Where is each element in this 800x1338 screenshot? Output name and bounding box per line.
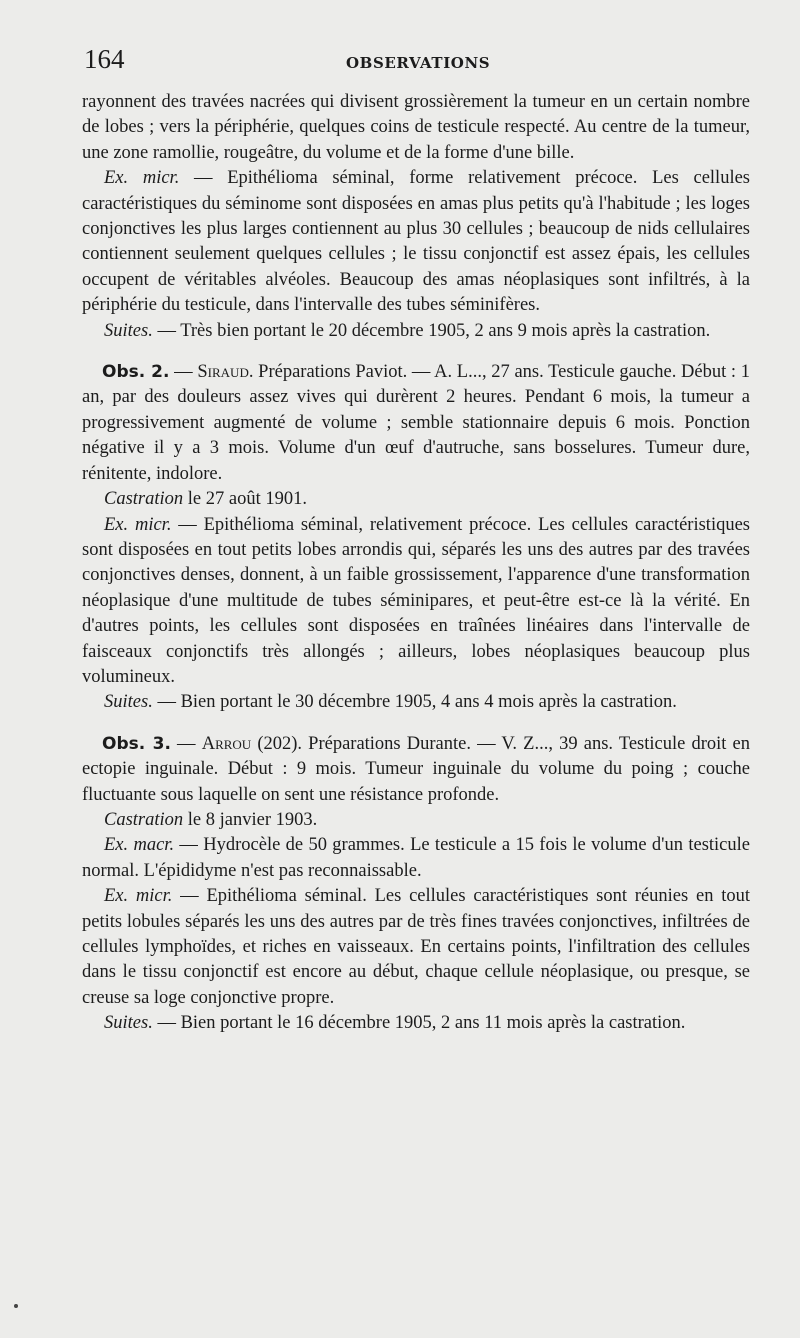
observation-3-ex-macr	[82, 833, 750, 884]
section-label: Suites.	[104, 320, 153, 341]
running-title: OBSERVATIONS	[346, 54, 491, 72]
dash: —	[169, 362, 198, 383]
observation-3-suites	[82, 1011, 750, 1036]
section-label: Ex. micr.	[104, 168, 180, 189]
observation-label: Obs. 2.	[102, 362, 170, 383]
paragraph-text: le 8 janvier 1903.	[183, 809, 318, 830]
observation-3-intro	[82, 732, 750, 808]
paragraph-text: — Bien portant le 30 décembre 1905, 4 ans 4 mois après la castration.	[152, 692, 677, 713]
section-label: Castration	[104, 809, 184, 830]
paragraph-text: . Préparations Paviot. — A. L..., 27 ans. Testicule gauche. Début : 1 an, par des douleurs assez vives qui durèrent 2 heures. Pendant 6 mois, la tumeur a progressivement augmenté de volume ; semble stationnaire depuis 6 mois. Ponction négative il y a 3 mois. Volume d'un œuf d'autruche, sans bosselures. Tumeur dure, rénitente, indolore.	[82, 362, 751, 484]
observation-2-castration	[82, 487, 750, 512]
ink-speck	[14, 1304, 18, 1308]
paragraph-text: le 27 août 1901.	[183, 489, 307, 510]
paragraph-continuation	[82, 90, 750, 166]
section-label: Castration	[104, 489, 184, 510]
section-label: Ex. macr.	[104, 835, 175, 856]
page-header	[84, 44, 752, 78]
body-text	[82, 90, 750, 1037]
section-label: Suites.	[104, 1013, 153, 1034]
paragraph-text: — Epithélioma séminal, relativement précoce. Les cellules caractéristiques sont disposées en tout petits lobes arrondis qui, séparés les uns des autres par des travées conjonctives denses, donnent, à un faible grossissement, l'apparence d'une transformation néoplasique d'une multitude de tubes séminipares, et peut-être est-ce là la vérité. En d'autres points, les cellules sont disposées en traînées linéaires dans l'intervalle de faisceaux conjonctifs très allongés ; ailleurs, lobes néoplasiques beaucoup plus volumineux.	[82, 514, 750, 687]
dash: —	[170, 733, 202, 754]
paragraph-text: — Très bien portant le 20 décembre 1905, 2 ans 9 mois après la castration.	[152, 320, 711, 341]
paragraph-suites	[82, 319, 750, 344]
observation-3-castration	[82, 808, 750, 833]
paragraph-text: — Epithélioma séminal. Les cellules caractéristiques sont réunies en tout petits lobules séparés les uns des autres par de très fines travées conjonctives, infiltrées de cellules lymphoïdes, et riches en vaisseaux. En certains points, l'infiltration des cellules dans le tissu conjonctif est encore au début, chaque cellule néoplasique, ou presque, se creuse sa loge conjonctive propre.	[82, 886, 750, 1008]
paragraph-text: — Bien portant le 16 décembre 1905, 2 ans 11 mois après la castration.	[152, 1013, 686, 1034]
paragraph-ex-micr	[82, 166, 750, 318]
paragraph-text: — Hydrocèle de 50 grammes. Le testicule a 15 fois le volume d'un testicule normal. L'épididyme n'est pas reconnaissable.	[82, 835, 750, 881]
observation-label: Obs. 3.	[102, 733, 171, 754]
paragraph-text: rayonnent des travées nacrées qui divisent grossièrement la tumeur en un certain nombre de lobes ; vers la périphérie, quelques coins de testicule respecté. Au centre de la tumeur, une zone ramollie, rougeâtre, du volume et de la forme d'une bille.	[82, 92, 750, 163]
section-label: Suites.	[104, 692, 153, 713]
author-name: Siraud	[197, 362, 249, 383]
section-label: Ex. micr.	[104, 514, 172, 535]
section-label: Ex. micr.	[104, 886, 173, 907]
author-name: Arrou	[201, 733, 252, 754]
observation-2-ex-micr	[82, 513, 750, 691]
observation-2-suites	[82, 690, 750, 715]
paragraph-text: (202). Préparations Durante. — V. Z..., 39 ans. Testicule droit en ectopie inguinale. Début : 9 mois. Tumeur inguinale du volume du poing ; couche fluctuante sous laquelle on sent une résistance profonde.	[82, 733, 751, 805]
observation-3-ex-micr	[82, 884, 750, 1011]
paragraph-text: — Epithélioma séminal, forme relativement précoce. Les cellules caractéristiques du séminome sont disposées en amas plus petits qu'à l'habitude ; les loges conjonctives les plus larges contiennent au plus 30 cellules ; beaucoup de nids cellulaires contiennent seulement quelques cellules ; le tissu conjonctif est assez épais, les cellules occupent de véritables alvéoles. Beaucoup des amas néoplasiques sont infiltrés, à la périphérie du testicule, dans l'intervalle des tubes séminifères.	[82, 168, 750, 316]
observation-2-intro	[82, 360, 750, 487]
page-number: 164	[84, 44, 125, 74]
